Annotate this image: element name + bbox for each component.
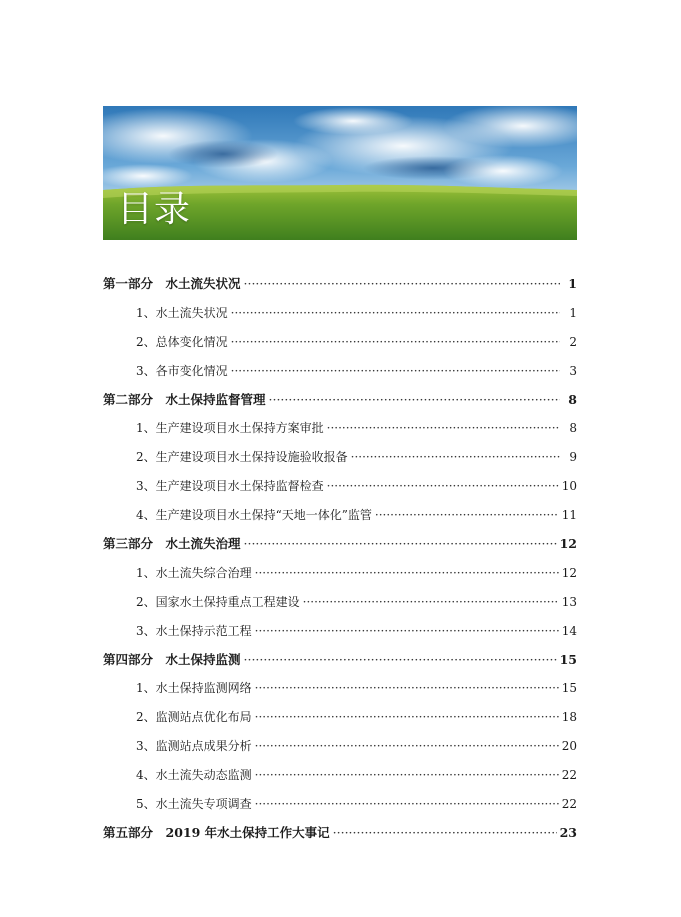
toc-entry-label: 第四部分 水土保持监测 (103, 651, 241, 667)
toc-page-number: 15 (559, 651, 577, 667)
toc-entry-label: 第五部分 2019 年水土保持工作大事记 (103, 824, 330, 840)
toc-section-entry[interactable] (103, 443, 577, 472)
toc-section-entry[interactable] (103, 617, 577, 646)
toc-dot-leader (327, 414, 560, 443)
toc-section-entry[interactable] (103, 588, 577, 617)
toc-dot-leader (255, 790, 559, 819)
toc-entry-label: 5、水土流失专项调查 (136, 797, 252, 812)
toc-entry-label: 4、生产建设项目水土保持“天地一体化”监管 (136, 508, 372, 523)
table-of-contents (103, 270, 577, 848)
toc-section-entry[interactable] (103, 357, 577, 386)
toc-page-number: 10 (561, 479, 577, 494)
toc-section-entry[interactable] (103, 732, 577, 761)
toc-entry-label: 2、生产建设项目水土保持设施验收报备 (136, 450, 348, 465)
toc-page-number: 23 (559, 824, 577, 840)
toc-dot-leader (231, 357, 560, 386)
toc-dot-leader (303, 588, 559, 617)
header-banner (103, 106, 577, 240)
toc-page-number: 12 (561, 565, 577, 580)
toc-entry-label: 3、监测站点成果分析 (136, 739, 252, 754)
toc-page-number: 9 (569, 450, 577, 465)
toc-page-number: 8 (569, 421, 577, 436)
toc-page-number: 20 (561, 739, 577, 754)
toc-page-number: 8 (568, 391, 577, 407)
toc-dot-leader (255, 761, 559, 790)
toc-dot-leader (351, 443, 560, 472)
toc-dot-leader (231, 328, 560, 357)
toc-part-entry[interactable] (103, 819, 577, 848)
toc-page-number: 18 (561, 710, 577, 725)
toc-section-entry[interactable] (103, 559, 577, 588)
toc-section-entry[interactable] (103, 790, 577, 819)
banner-title: 目录 (117, 189, 192, 230)
toc-entry-label: 第三部分 水土流失治理 (103, 536, 241, 552)
toc-section-entry[interactable] (103, 299, 577, 328)
toc-dot-leader (255, 674, 559, 703)
toc-dot-leader (244, 270, 560, 299)
toc-page-number: 3 (569, 363, 577, 378)
toc-entry-label: 2、监测站点优化布局 (136, 710, 252, 725)
toc-entry-label: 1、水土流失状况 (136, 305, 228, 320)
toc-dot-leader (255, 732, 559, 761)
toc-dot-leader (375, 501, 559, 530)
toc-section-entry[interactable] (103, 703, 577, 732)
toc-page-number: 13 (561, 594, 577, 609)
toc-entry-label: 4、水土流失动态监测 (136, 768, 252, 783)
toc-section-entry[interactable] (103, 328, 577, 357)
toc-dot-leader (327, 472, 559, 501)
toc-dot-leader (244, 646, 557, 675)
toc-page-number: 14 (561, 623, 577, 638)
toc-section-entry[interactable] (103, 472, 577, 501)
toc-page-number: 2 (569, 334, 577, 349)
toc-entry-label: 2、国家水土保持重点工程建设 (136, 594, 300, 609)
toc-dot-leader (231, 299, 560, 328)
toc-entry-label: 第二部分 水土保持监督管理 (103, 391, 266, 407)
toc-entry-label: 3、各市变化情况 (136, 363, 228, 378)
toc-part-entry[interactable] (103, 386, 577, 415)
toc-dot-leader (255, 703, 559, 732)
toc-page-number: 1 (568, 276, 577, 291)
toc-page-number: 12 (559, 536, 577, 552)
toc-page-number: 15 (561, 681, 577, 696)
toc-part-entry[interactable] (103, 270, 577, 299)
toc-dot-leader (333, 819, 557, 848)
toc-page-number: 1 (569, 305, 577, 320)
toc-page-number: 11 (561, 508, 577, 523)
toc-part-entry[interactable] (103, 646, 577, 675)
toc-section-entry[interactable] (103, 761, 577, 790)
toc-section-entry[interactable] (103, 674, 577, 703)
toc-dot-leader (255, 559, 559, 588)
toc-section-entry[interactable] (103, 414, 577, 443)
toc-entry-label: 2、总体变化情况 (136, 334, 228, 349)
toc-entry-label: 1、水土保持监测网络 (136, 681, 252, 696)
toc-dot-leader (244, 530, 557, 559)
toc-entry-label: 1、生产建设项目水土保持方案审批 (136, 421, 324, 436)
toc-section-entry[interactable] (103, 501, 577, 530)
toc-page-number: 22 (561, 797, 577, 812)
toc-page-number: 22 (561, 768, 577, 783)
toc-part-entry[interactable] (103, 530, 577, 559)
toc-entry-label: 1、水土流失综合治理 (136, 565, 252, 580)
toc-dot-leader (255, 617, 559, 646)
toc-dot-leader (269, 386, 560, 415)
toc-entry-label: 3、生产建设项目水土保持监督检查 (136, 479, 324, 494)
toc-entry-label: 第一部分 水土流失状况 (103, 276, 241, 291)
toc-entry-label: 3、水土保持示范工程 (136, 623, 252, 638)
